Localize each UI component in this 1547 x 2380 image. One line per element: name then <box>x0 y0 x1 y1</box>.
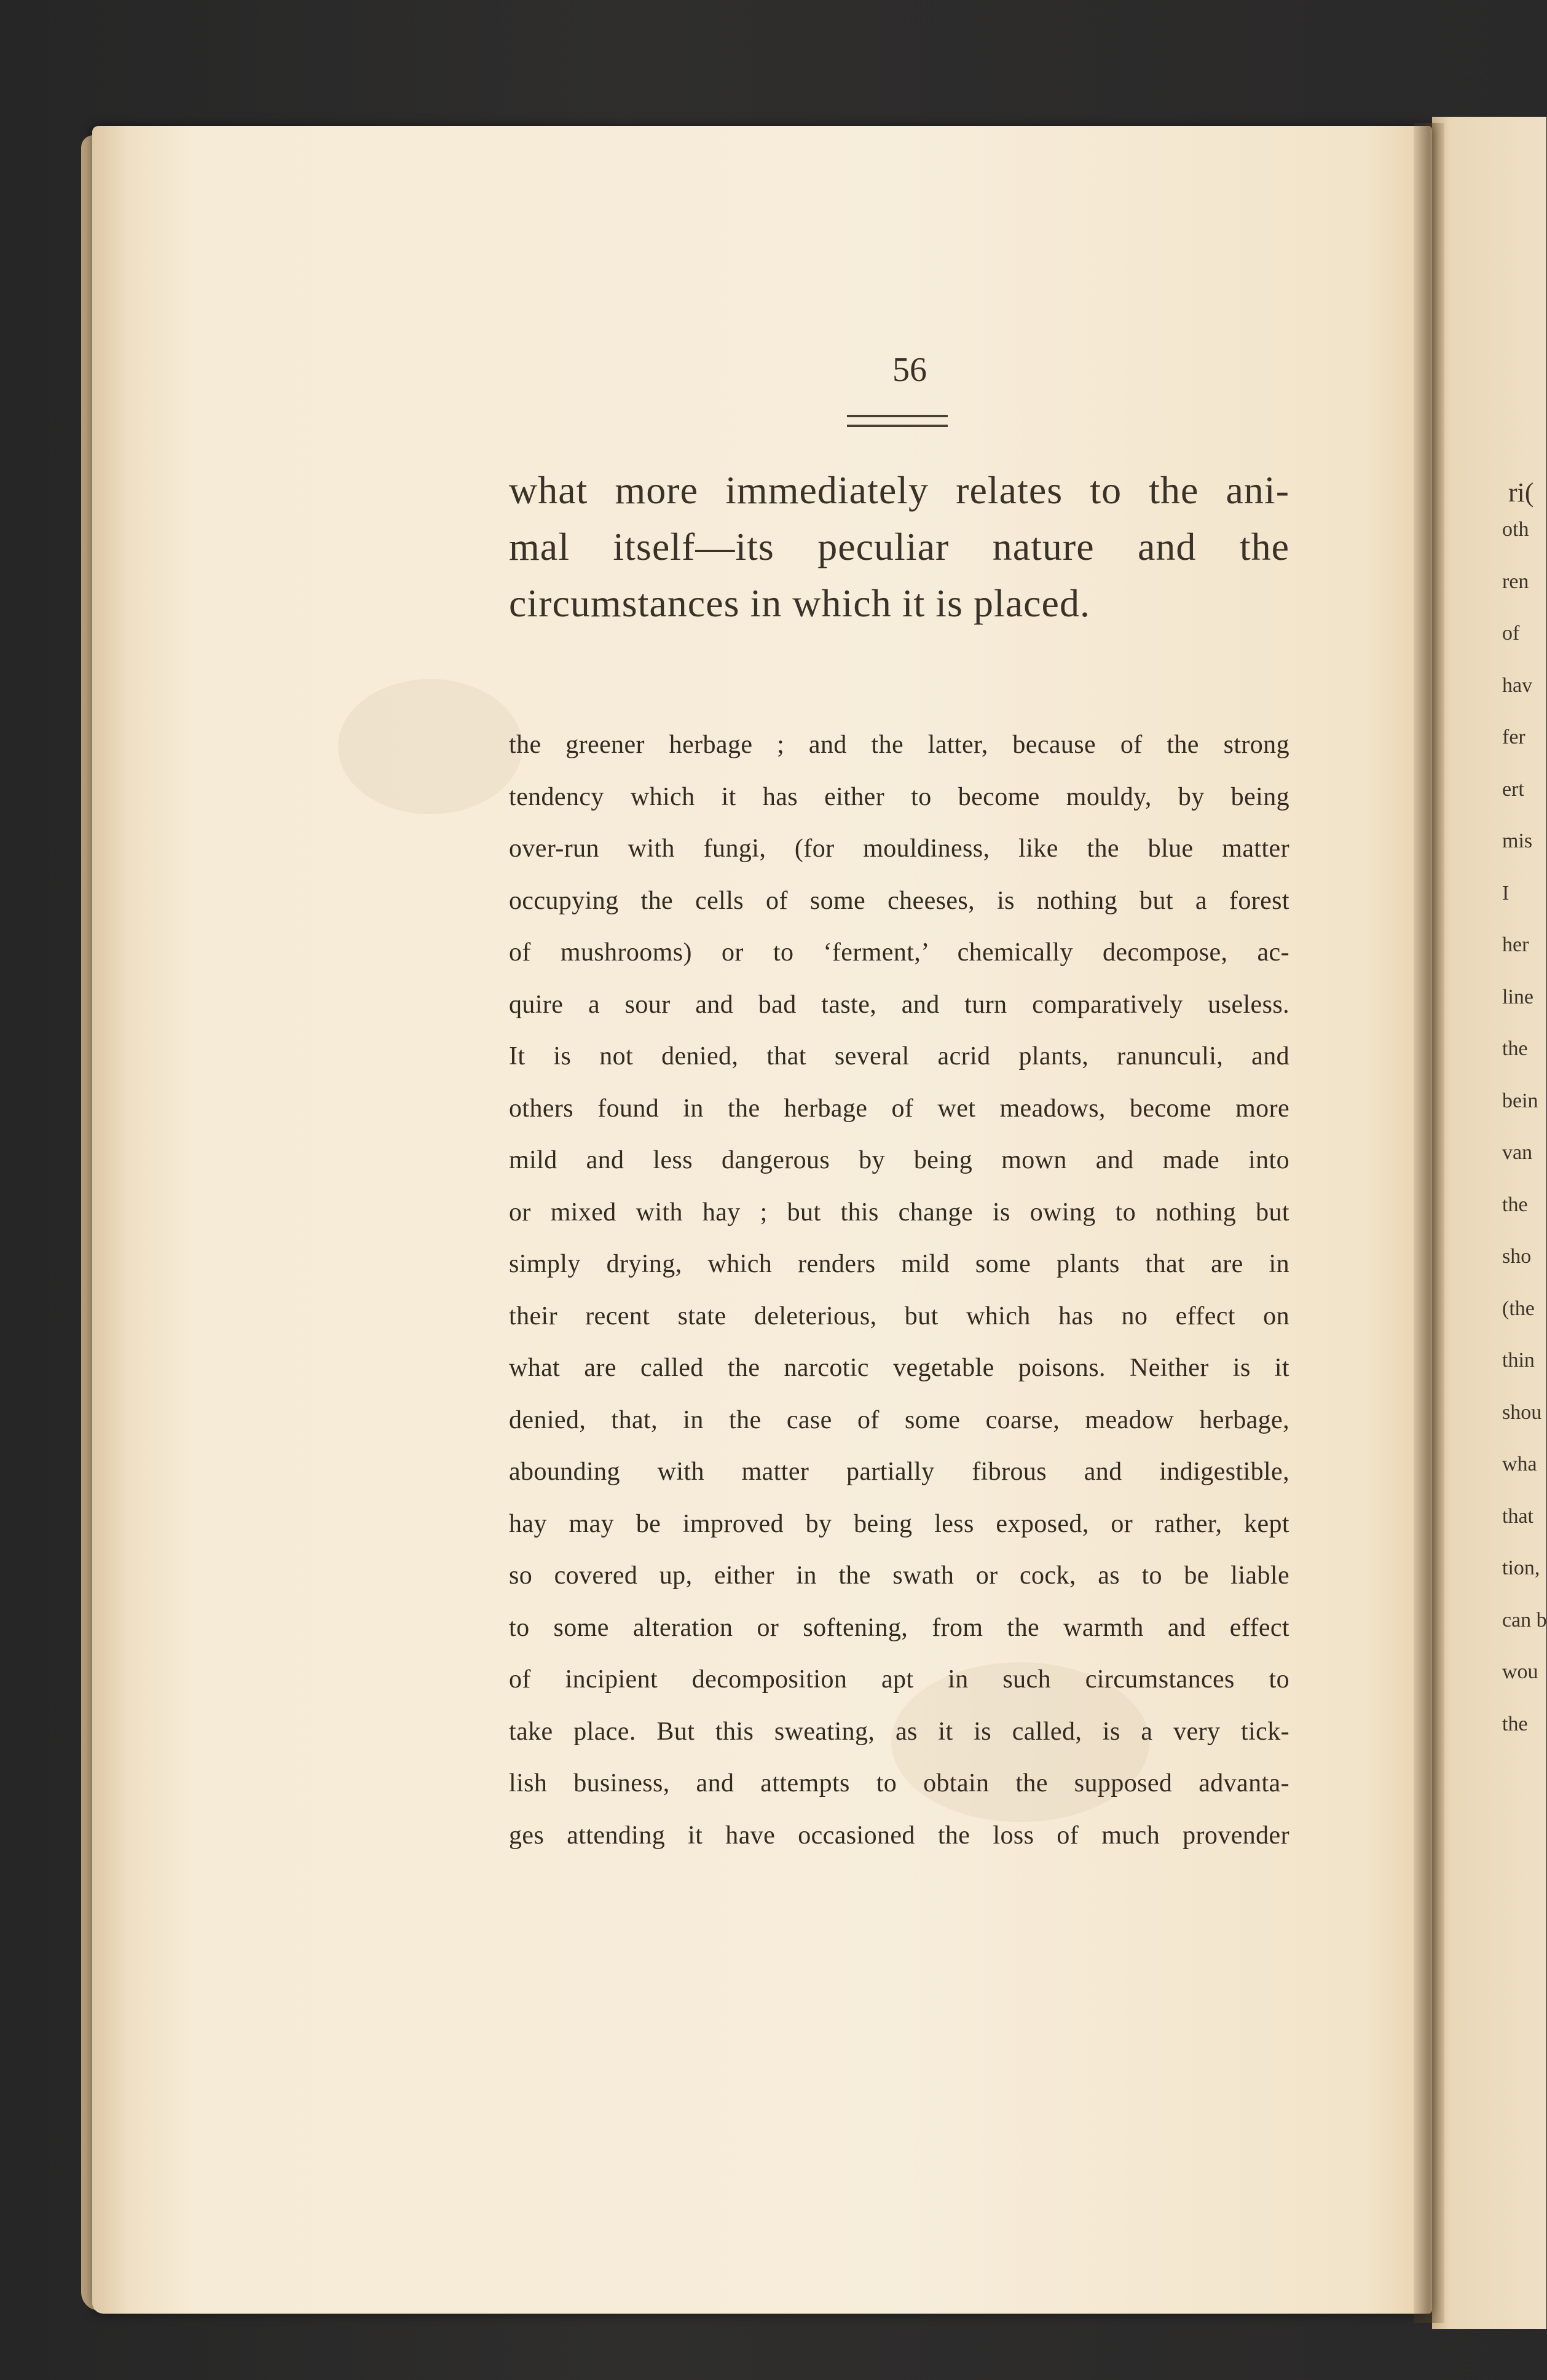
facing-line: (the <box>1502 1297 1535 1320</box>
facing-line: shou <box>1502 1400 1542 1424</box>
facing-line: wou <box>1502 1660 1538 1683</box>
body-line: It is not denied, that several acrid plants, ranunculi, and <box>509 1042 1289 1070</box>
facing-line: can b <box>1502 1608 1547 1632</box>
facing-line: her <box>1502 933 1529 956</box>
body-line: lish business, and attempts to obtain the supposed advanta- <box>509 1769 1289 1797</box>
body-line: occupying the cells of some cheeses, is nothing but a forest <box>509 886 1289 915</box>
facing-line: thin <box>1502 1349 1535 1372</box>
body-line: tendency which it has either to become mouldy, by being <box>509 782 1289 811</box>
body-line: what are called the narcotic vegetable poisons. Neither is it <box>509 1354 1289 1382</box>
paper-stain <box>338 679 522 814</box>
page-number: 56 <box>892 351 927 389</box>
body-line: others found in the herbage of wet meadows, become more <box>509 1094 1289 1123</box>
facing-line: hav <box>1502 674 1533 697</box>
body-line: so covered up, either in the swath or cock, as to be liable <box>509 1561 1289 1590</box>
body-line: denied, that, in the case of some coarse, meadow herbage, <box>509 1405 1289 1434</box>
intro-line: circumstances in which it is placed. <box>509 581 1090 625</box>
facing-line: mis <box>1502 830 1533 852</box>
facing-line: ri( <box>1508 477 1534 508</box>
intro-line: mal itself—its peculiar nature and the <box>509 525 1289 568</box>
body-line: take place. But this sweating, as it is called, is a very tick- <box>509 1717 1289 1746</box>
header-rule <box>847 415 948 427</box>
body-paragraph <box>509 719 1289 1861</box>
facing-line: wha <box>1502 1453 1537 1475</box>
facing-line: oth <box>1502 518 1529 541</box>
body-line: the greener herbage ; and the latter, because of the strong <box>509 731 1289 759</box>
body-line: or mixed with hay ; but this change is owing to nothing but <box>509 1198 1289 1227</box>
body-line: ges attending it have occasioned the loss of much provender <box>509 1821 1289 1850</box>
body-line: mild and less dangerous by being mown and made into <box>509 1146 1289 1174</box>
facing-line: bein <box>1502 1089 1538 1112</box>
body-line: abounding with matter partially fibrous and indigestible, <box>509 1458 1289 1486</box>
body-line: quire a sour and bad taste, and turn comparatively useless. <box>509 990 1289 1019</box>
facing-line: line <box>1502 985 1533 1008</box>
intro-line: what more immediately relates to the ani- <box>509 468 1289 512</box>
facing-line: fer <box>1502 726 1525 748</box>
facing-line: tion, <box>1502 1557 1540 1579</box>
facing-line: ert <box>1502 777 1524 801</box>
intro-paragraph <box>509 462 1289 632</box>
body-line: hay may be improved by being less exposed, or rather, kept <box>509 1509 1289 1538</box>
facing-line: ren <box>1502 570 1529 593</box>
body-line: of mushrooms) or to ‘ferment,’ chemically decompose, ac- <box>509 938 1289 967</box>
facing-line: van <box>1502 1141 1533 1164</box>
body-line: of incipient decomposition apt in such circumstances to <box>509 1665 1289 1694</box>
book-gutter <box>1414 123 1444 2323</box>
facing-line: the <box>1502 1712 1528 1735</box>
facing-line: the <box>1502 1193 1528 1216</box>
facing-page-text <box>1502 477 1547 1750</box>
facing-line: of <box>1502 622 1520 645</box>
body-line: simply drying, which renders mild some plants that are in <box>509 1250 1289 1278</box>
facing-line: sho <box>1502 1245 1532 1268</box>
facing-line: that <box>1502 1504 1533 1528</box>
facing-line: I <box>1502 881 1510 905</box>
body-line: to some alteration or softening, from the warmth and effect <box>509 1613 1289 1642</box>
body-line: over-run with fungi, (for mouldiness, like the blue matter <box>509 835 1289 863</box>
facing-line: the <box>1502 1037 1528 1060</box>
body-line: their recent state deleterious, but which has no effect on <box>509 1302 1289 1330</box>
